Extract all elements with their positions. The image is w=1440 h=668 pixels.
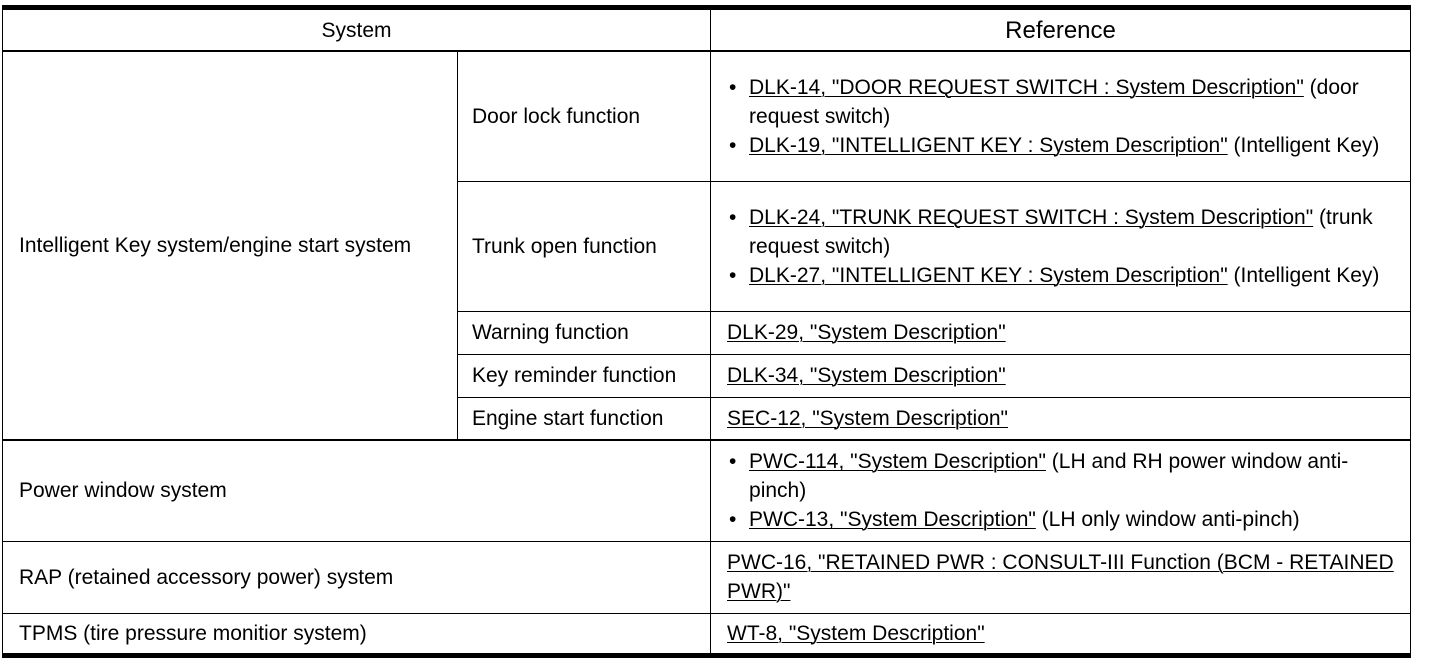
link-dlk-29[interactable]: DLK-29, "System Description" [727,321,1006,344]
reference-note: (LH and RH power window anti-pinch) [749,450,1349,503]
link-wt-8[interactable]: WT-8, "System Description" [727,621,985,645]
reference-list [727,203,1398,290]
table-row [3,613,1411,655]
reference-cell-power-window [711,440,1411,541]
reference-cell-tpms [711,613,1411,655]
table-row [3,541,1411,613]
list-item [727,131,1398,160]
header-reference: Reference [711,8,1411,52]
link-dlk-27[interactable]: DLK-27, "INTELLIGENT KEY : System Description" [749,263,1228,287]
system-reference-table [2,5,1411,658]
link-dlk-19[interactable]: DLK-19, "INTELLIGENT KEY : System Description" [749,133,1228,157]
reference-note: (Intelligent Key) [1233,263,1380,287]
system-cell-intelligent-key: Intelligent Key system/engine start system [3,51,458,440]
system-cell-rap: RAP (retained accessory power) system [3,541,711,613]
function-cell-door-lock: Door lock function [458,51,711,181]
function-cell-warning: Warning function [458,311,711,354]
reference-cell-warning [711,311,1411,354]
reference-table-container [2,5,1410,658]
link-dlk-34[interactable]: DLK-34, "System Description" [727,364,1006,387]
reference-cell-key-reminder [711,354,1411,397]
reference-list [727,447,1398,534]
reference-cell-engine-start [711,397,1411,440]
header-system: System [3,8,711,52]
function-cell-key-reminder: Key reminder function [458,354,711,397]
link-dlk-24[interactable]: DLK-24, "TRUNK REQUEST SWITCH : System Description" [749,205,1314,229]
function-cell-engine-start: Engine start function [458,397,711,440]
table-row [3,51,1411,181]
reference-note: (trunk request switch) [749,205,1373,258]
header-row [3,8,1411,52]
link-pwc-16[interactable]: PWC-16, "RETAINED PWR : CONSULT-III Function (BCM - RETAINED PWR)" [727,551,1394,603]
reference-cell-trunk-open [711,181,1411,311]
system-cell-power-window: Power window system [3,440,711,541]
function-cell-trunk-open: Trunk open function [458,181,711,311]
list-item [727,73,1398,131]
list-item [727,505,1398,534]
reference-list [727,73,1398,160]
reference-cell-rap [711,541,1411,613]
reference-note: (Intelligent Key) [1233,133,1380,157]
link-pwc-13[interactable]: PWC-13, "System Description" [749,508,1036,532]
table-row [3,440,1411,541]
list-item [727,447,1398,505]
link-pwc-114[interactable]: PWC-114, "System Description" [749,450,1046,474]
reference-note: (LH only window anti-pinch) [1041,508,1300,532]
reference-cell-door-lock [711,51,1411,181]
list-item [727,203,1398,261]
link-dlk-14[interactable]: DLK-14, "DOOR REQUEST SWITCH : System Description" [749,75,1304,99]
system-cell-tpms: TPMS (tire pressure monitior system) [3,613,711,655]
link-sec-12[interactable]: SEC-12, "System Description" [727,406,1009,430]
reference-note: (door request switch) [749,75,1359,128]
list-item [727,261,1398,290]
